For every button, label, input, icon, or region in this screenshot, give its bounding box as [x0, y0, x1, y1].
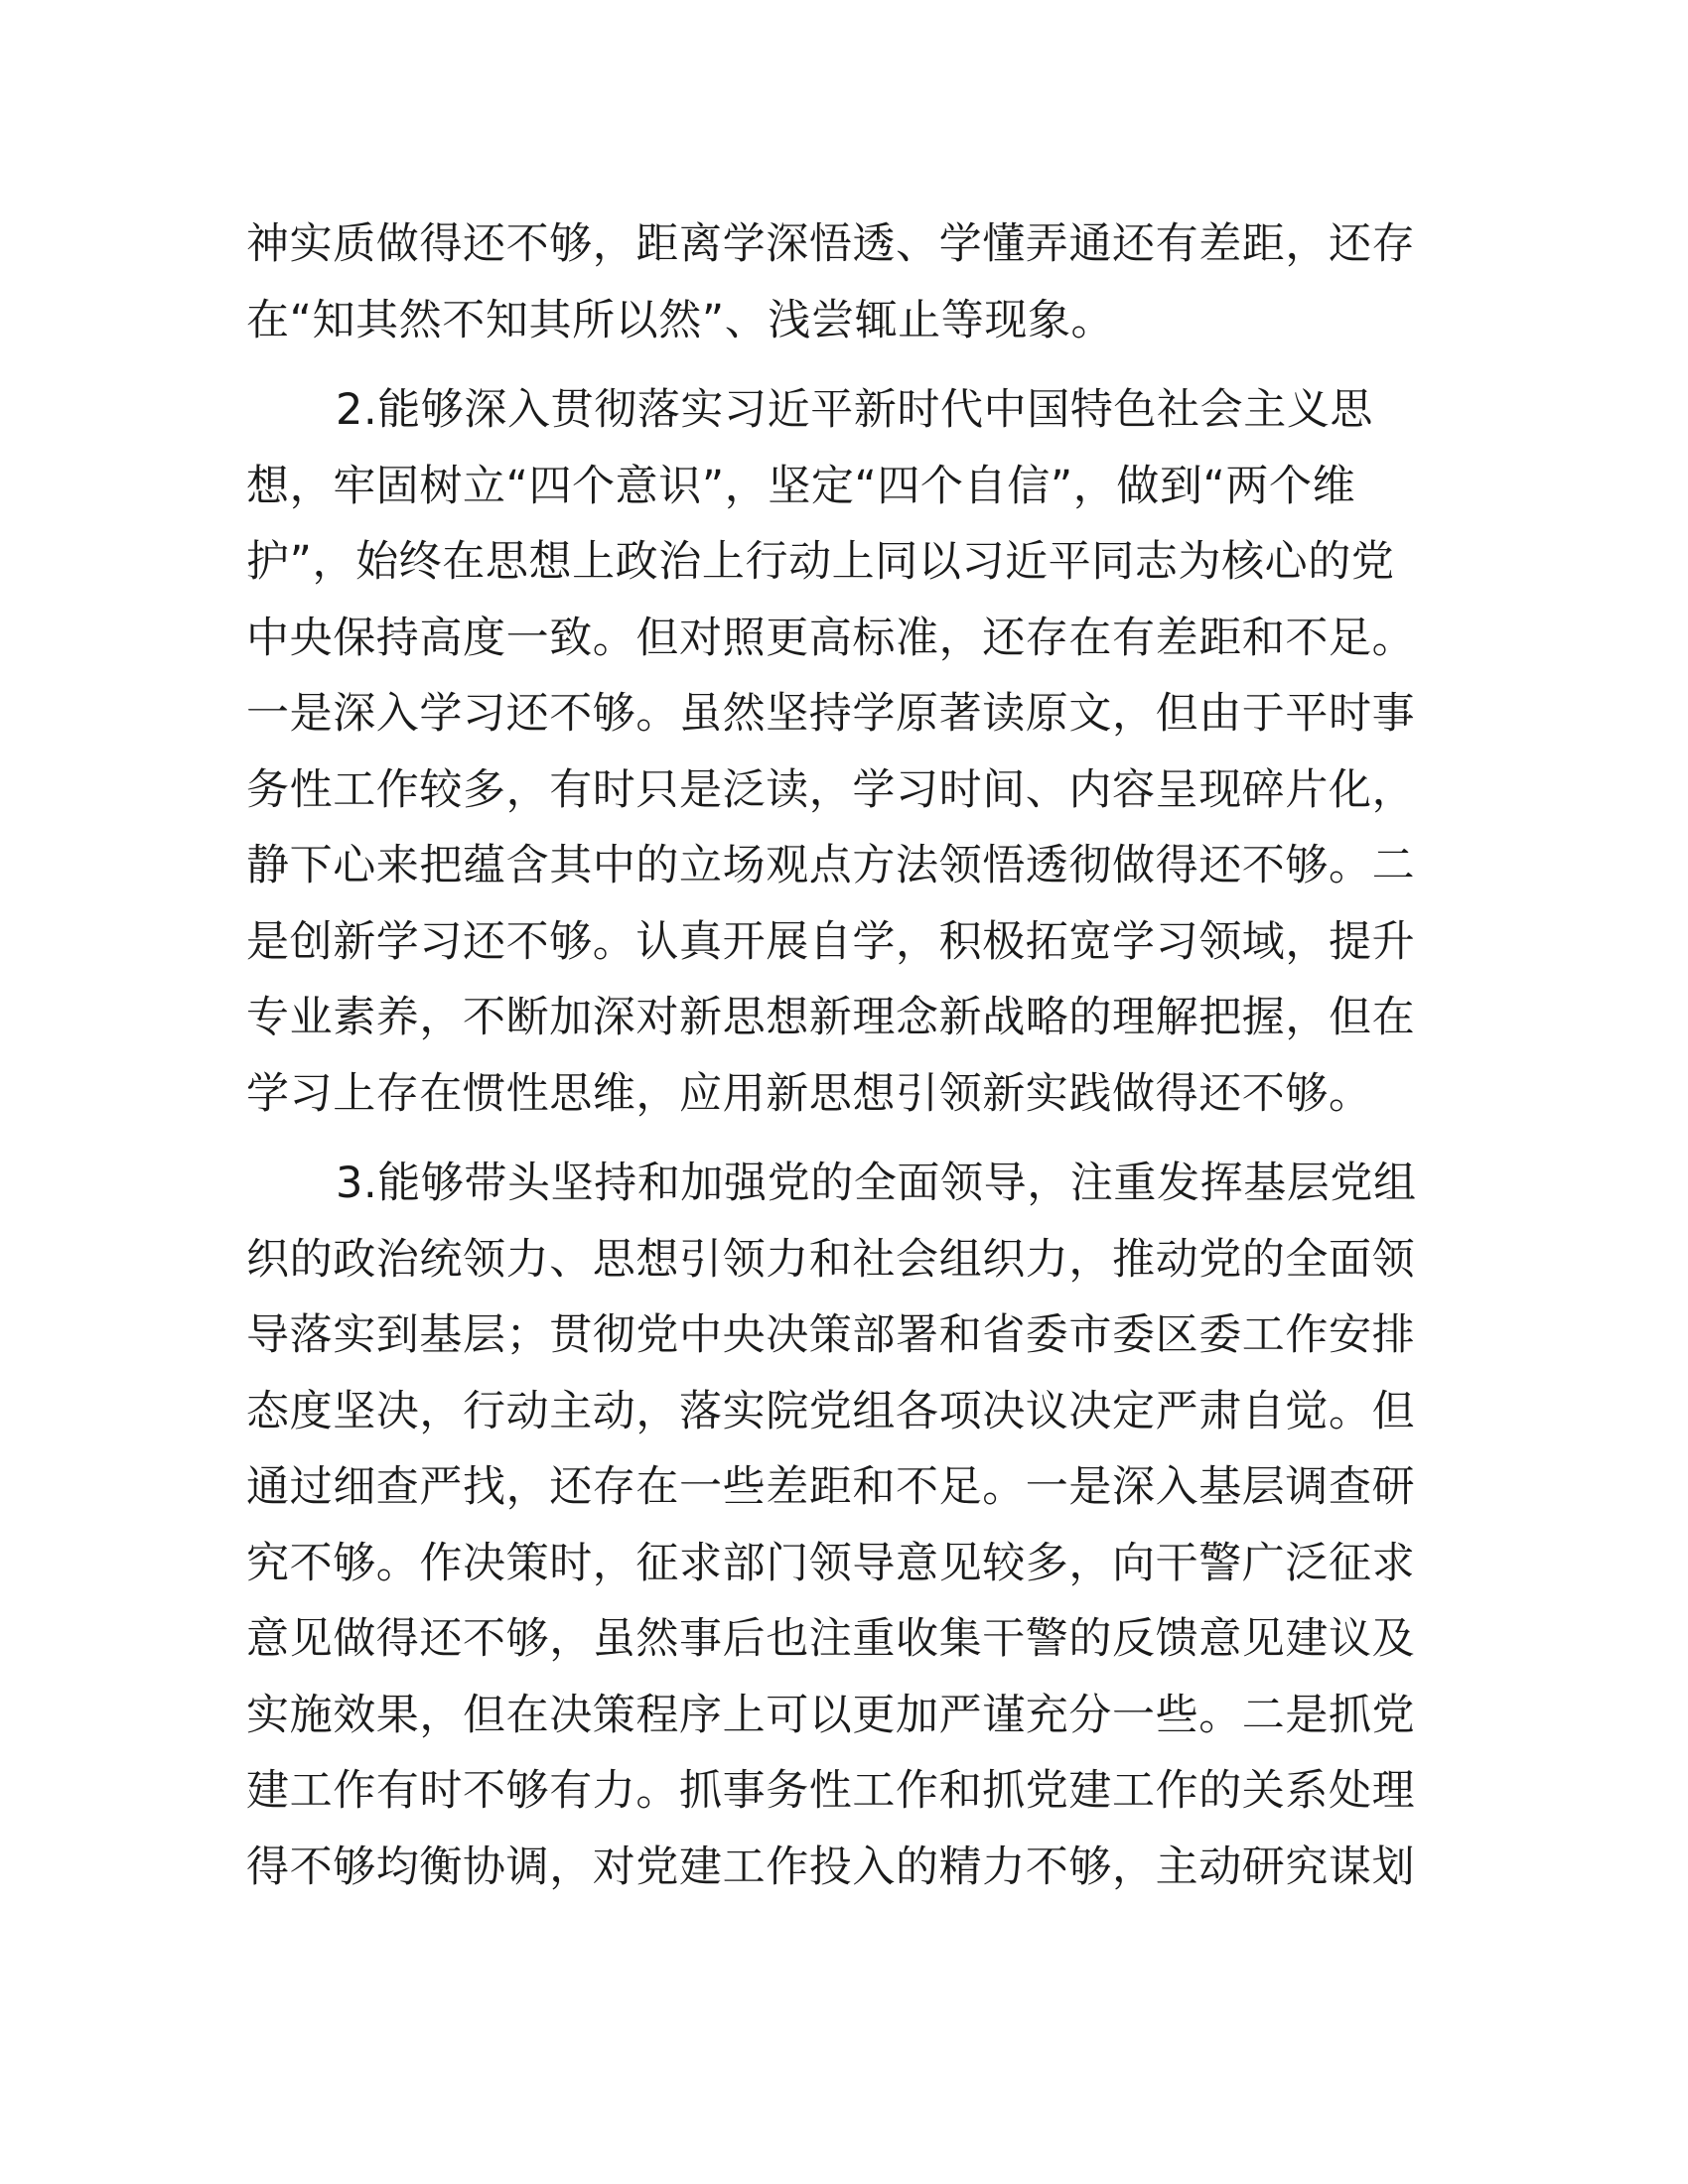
text-line: 想，牢固树立“四个意识”，坚定“四个自信”，做到“两个维 — [246, 461, 1356, 511]
text-line: 得不够均衡协调，对党建工作投入的精力不够，主动研究谋划 — [246, 1842, 1416, 1892]
text-line: 意见做得还不够，虽然事后也注重收集干警的反馈意见建议及 — [246, 1614, 1416, 1664]
text-line: 一是深入学习还不够。虽然坚持学原著读原文，但由于平时事 — [246, 689, 1416, 739]
text-line: 通过细查严找，还存在一些差距和不足。一是深入基层调查研 — [246, 1462, 1416, 1512]
text-line: 2.能够深入贯彻落实习近平新时代中国特色社会主义思 — [336, 385, 1374, 435]
text-line: 务性工作较多，有时只是泛读，学习时间、内容呈现碎片化， — [246, 764, 1416, 815]
paragraph-3 — [246, 1146, 1440, 1905]
text-line: 静下心来把蕴含其中的立场观点方法领悟透彻做得还不够。二 — [246, 841, 1416, 890]
text-line: 是创新学习还不够。认真开展自学，积极拓宽学习领域，提升 — [246, 916, 1416, 967]
text-line: 3.能够带头坚持和加强党的全面领导，注重发挥基层党组 — [336, 1159, 1417, 1208]
text-line: 导落实到基层；贯彻党中央决策部署和省委市委区委工作安排 — [246, 1310, 1416, 1360]
document-body — [246, 206, 1440, 1905]
text-line: 专业素养，不断加深对新思想新理念新战略的理解把握，但在 — [246, 993, 1416, 1042]
text-line: 神实质做得还不够，距离学深悟透、学懂弄通还有差距，还存 — [246, 219, 1416, 269]
text-line: 学习上存在惯性思维，应用新思想引领新实践做得还不够。 — [246, 1068, 1372, 1119]
paragraph-1 — [246, 206, 1440, 358]
paragraph-2 — [246, 372, 1440, 1132]
text-line: 态度坚决，行动主动，落实院党组各项决议决定严肃自觉。但 — [246, 1386, 1416, 1436]
text-line: 实施效果，但在决策程序上可以更加严谨充分一些。二是抓党 — [246, 1690, 1416, 1740]
text-line: 护”，始终在思想上政治上行动上同以习近平同志为核心的党 — [246, 537, 1395, 587]
text-line: 建工作有时不够有力。抓事务性工作和抓党建工作的关系处理 — [246, 1766, 1416, 1816]
text-line: 中央保持高度一致。但对照更高标准，还存在有差距和不足。 — [246, 613, 1416, 663]
text-line: 织的政治统领力、思想引领力和社会组织力，推动党的全面领 — [246, 1234, 1416, 1285]
text-line: 在“知其然不知其所以然”、浅尝辄止等现象。 — [246, 295, 1115, 345]
text-line: 究不够。作决策时，征求部门领导意见较多，向干警广泛征求 — [246, 1538, 1416, 1588]
